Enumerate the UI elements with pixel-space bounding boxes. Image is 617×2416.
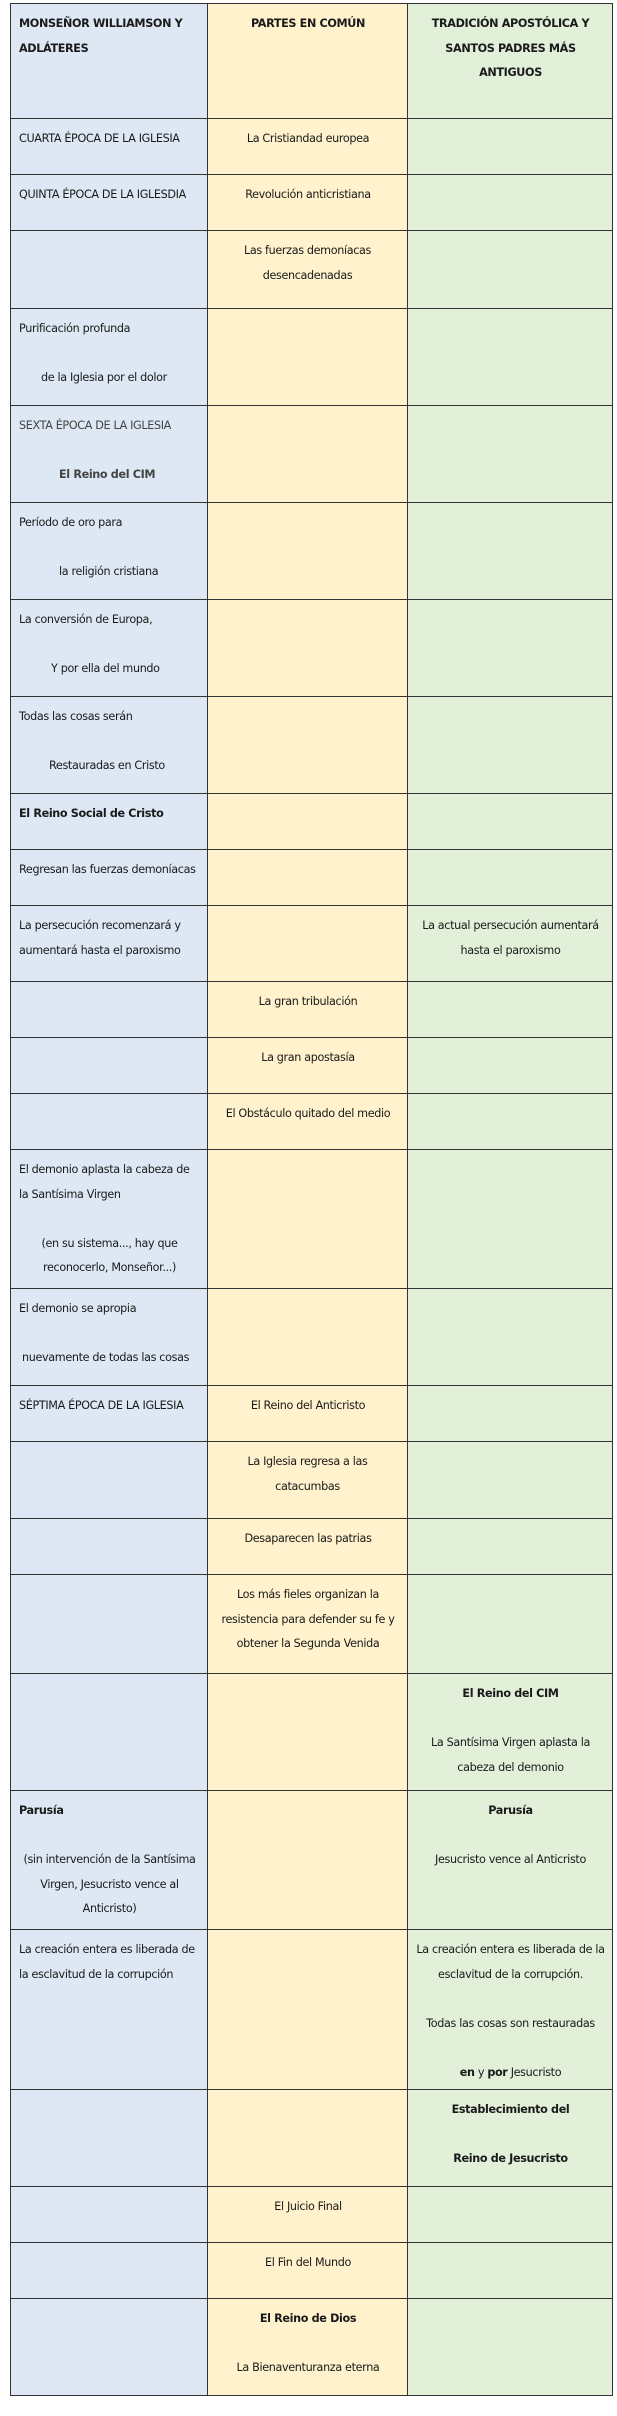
cell-tradition	[408, 175, 613, 231]
table-row	[11, 2299, 613, 2396]
cell-williamson: El Reino Social de Cristo	[11, 794, 208, 850]
table-row	[11, 1575, 613, 1674]
cell-line: El Reino de Dios	[259, 2312, 357, 2325]
cell-common	[208, 1289, 408, 1386]
cell-common	[208, 309, 408, 406]
table-row	[11, 794, 613, 850]
cell-williamson	[11, 1674, 208, 1791]
table-row	[11, 982, 613, 1038]
cell-line: La Bienaventuranza eterna	[236, 2361, 380, 2374]
cell-tradition	[408, 1674, 613, 1791]
cell-common: La gran tribulación	[208, 982, 408, 1038]
header-tradition: TRADICIÓN APOSTÓLICA Y SANTOS PADRES MÁS ANTIGUOS	[408, 4, 613, 119]
cell-williamson	[11, 1575, 208, 1674]
cell-line: La conversión de Europa,	[19, 613, 153, 626]
header-williamson: MONSEÑOR WILLIAMSON Y ADLÁTERES	[11, 4, 208, 119]
cell-williamson: QUINTA ÉPOCA DE LA IGLESDIA	[11, 175, 208, 231]
cell-common	[208, 406, 408, 503]
table-header-row	[11, 4, 613, 119]
cell-line: Todas las cosas serán	[19, 710, 133, 723]
table-row	[11, 2090, 613, 2187]
table-row	[11, 406, 613, 503]
cell-tradition	[408, 1791, 613, 1930]
cell-williamson	[11, 697, 208, 794]
cell-line: la religión cristiana	[59, 565, 159, 578]
cell-tradition	[408, 1575, 613, 1674]
cell-tradition	[408, 1442, 613, 1519]
cell-tradition	[408, 2090, 613, 2187]
header-common: PARTES EN COMÚN	[208, 4, 408, 119]
table-row	[11, 175, 613, 231]
cell-line: SEXTA ÉPOCA DE LA IGLESIA	[19, 419, 171, 432]
cell-line: El demonio aplasta la cabeza de la Santísima Virgen	[19, 1163, 190, 1201]
cell-williamson: CUARTA ÉPOCA DE LA IGLESIA	[11, 119, 208, 175]
cell-williamson	[11, 2187, 208, 2243]
cell-line: El Reino del CIM	[59, 468, 156, 481]
table-row	[11, 2243, 613, 2299]
cell-williamson	[11, 2299, 208, 2396]
cell-tradition	[408, 2299, 613, 2396]
cell-common: El Fin del Mundo	[208, 2243, 408, 2299]
cell-tradition	[408, 1150, 613, 1289]
cell-common	[208, 2299, 408, 2396]
cell-williamson: SÉPTIMA ÉPOCA DE LA IGLESIA	[11, 1386, 208, 1442]
table-row	[11, 1442, 613, 1519]
cell-line: Período de oro para	[19, 516, 123, 529]
cell-common	[208, 2090, 408, 2187]
cell-tradition	[408, 697, 613, 794]
cell-tradition	[408, 982, 613, 1038]
cell-tradition	[408, 406, 613, 503]
table-row	[11, 2187, 613, 2243]
cell-williamson	[11, 1442, 208, 1519]
table-row	[11, 906, 613, 982]
comparison-table	[10, 3, 613, 2396]
cell-line: (sin intervención de la Santísima Virgen, Jesucristo vence al Anticristo)	[23, 1853, 196, 1915]
cell-tradition	[408, 850, 613, 906]
cell-williamson	[11, 2243, 208, 2299]
cell-williamson	[11, 231, 208, 309]
table-row	[11, 1930, 613, 2090]
cell-line: El demonio se apropia	[19, 1302, 137, 1315]
table-row	[11, 1094, 613, 1150]
table-row	[11, 1386, 613, 1442]
cell-line: (en su sistema..., hay que reconocerlo, Monseñor...)	[41, 1236, 178, 1274]
cell-common	[208, 906, 408, 982]
cell-common: Las fuerzas demoníacas desencadenadas	[208, 231, 408, 309]
cell-line: Jesucristo vence al Anticristo	[435, 1853, 586, 1866]
cell-common	[208, 697, 408, 794]
cell-tradition	[408, 1094, 613, 1150]
cell-tradition	[408, 2243, 613, 2299]
cell-tradition	[408, 1519, 613, 1575]
table-row	[11, 1674, 613, 1791]
table-row	[11, 1150, 613, 1289]
cell-common: El Obstáculo quitado del medio	[208, 1094, 408, 1150]
cell-tradition	[408, 1289, 613, 1386]
cell-williamson	[11, 1289, 208, 1386]
cell-williamson	[11, 1038, 208, 1094]
cell-tradition	[408, 600, 613, 697]
cell-common	[208, 1791, 408, 1930]
table-row	[11, 231, 613, 309]
cell-williamson: La persecución recomenzará y aumentará hasta el paroxismo	[11, 906, 208, 982]
cell-common: Desaparecen las patrias	[208, 1519, 408, 1575]
cell-tradition: La actual persecución aumentará hasta el paroxismo	[408, 906, 613, 982]
cell-common: Revolución anticristiana	[208, 175, 408, 231]
cell-williamson: La creación entera es liberada de la esclavitud de la corrupción	[11, 1930, 208, 2090]
cell-williamson	[11, 1519, 208, 1575]
table-row	[11, 309, 613, 406]
cell-common: La gran apostasía	[208, 1038, 408, 1094]
table-row	[11, 1519, 613, 1575]
table-row	[11, 697, 613, 794]
cell-common	[208, 600, 408, 697]
cell-williamson	[11, 406, 208, 503]
cell-williamson	[11, 2090, 208, 2187]
cell-line: Restauradas en Cristo	[49, 759, 165, 772]
table-row	[11, 1791, 613, 1930]
cell-line: Reino de Jesucristo	[453, 2152, 568, 2165]
cell-line: Y por ella del mundo	[51, 662, 160, 675]
cell-tradition	[408, 309, 613, 406]
cell-williamson	[11, 1094, 208, 1150]
cell-line: en y por Jesucristo	[459, 2065, 562, 2079]
cell-common	[208, 1930, 408, 2090]
cell-williamson	[11, 600, 208, 697]
cell-williamson	[11, 309, 208, 406]
cell-line: El Reino del CIM	[462, 1687, 559, 1700]
cell-tradition	[408, 1038, 613, 1094]
cell-common	[208, 794, 408, 850]
cell-tradition	[408, 794, 613, 850]
cell-common	[208, 1674, 408, 1791]
cell-common: Los más fieles organizan la resistencia para defender su fe y obtener la Segunda Venida	[208, 1575, 408, 1674]
cell-line: de la Iglesia por el dolor	[41, 371, 167, 384]
cell-williamson	[11, 1150, 208, 1289]
cell-tradition	[408, 119, 613, 175]
cell-line: Establecimiento del	[451, 2103, 570, 2116]
cell-tradition	[408, 2187, 613, 2243]
table-row	[11, 600, 613, 697]
cell-tradition	[408, 1386, 613, 1442]
cell-williamson	[11, 503, 208, 600]
cell-line: La creación entera es liberada de la esclavitud de la corrupción.	[416, 1943, 605, 1981]
cell-line: Parusía	[19, 1804, 64, 1817]
cell-line: Purificación profunda	[19, 322, 131, 335]
cell-common: El Reino del Anticristo	[208, 1386, 408, 1442]
cell-common	[208, 850, 408, 906]
table-row	[11, 1289, 613, 1386]
cell-line: La Santísima Virgen aplasta la cabeza del demonio	[431, 1736, 590, 1774]
cell-tradition	[408, 231, 613, 309]
cell-common: La Cristiandad europea	[208, 119, 408, 175]
cell-line: Todas las cosas son restauradas	[426, 2016, 595, 2030]
cell-tradition	[408, 1930, 613, 2090]
table-row	[11, 119, 613, 175]
cell-williamson	[11, 1791, 208, 1930]
cell-williamson: Regresan las fuerzas demoníacas	[11, 850, 208, 906]
cell-common	[208, 1150, 408, 1289]
table-row	[11, 503, 613, 600]
cell-common: La Iglesia regresa a las catacumbas	[208, 1442, 408, 1519]
cell-line: Parusía	[488, 1804, 533, 1817]
cell-common	[208, 503, 408, 600]
cell-williamson	[11, 982, 208, 1038]
table-row	[11, 1038, 613, 1094]
table-row	[11, 850, 613, 906]
cell-line: nuevamente de todas las cosas	[22, 1351, 190, 1364]
cell-common: El Juicio Final	[208, 2187, 408, 2243]
cell-tradition	[408, 503, 613, 600]
